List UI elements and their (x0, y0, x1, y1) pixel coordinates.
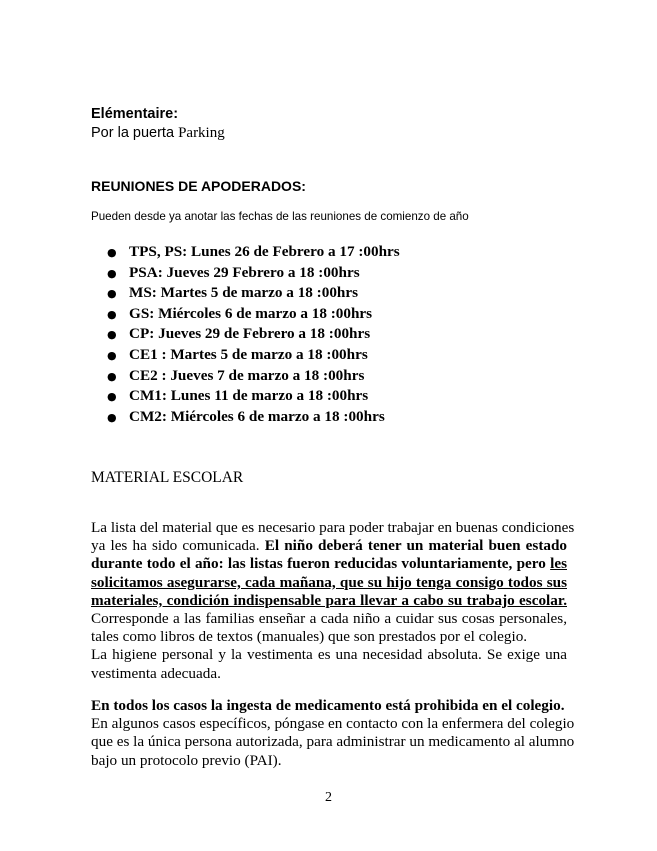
bold-text-run: El niño deberá tener un material buen estado (264, 537, 568, 555)
text-line (91, 555, 567, 573)
text-line: materiales, condición indispensable para llevar a cabo su trabajo escolar. (91, 591, 567, 609)
meeting-item (107, 346, 400, 367)
material-heading: MATERIAL ESCOLAR (91, 469, 244, 486)
text-run: ya les ha sido comunicada. (91, 537, 260, 555)
meeting-item (107, 284, 400, 305)
meeting-text: CE2 : Jueves 7 de marzo a 18 :00hrs (129, 366, 365, 384)
bullet-icon: ● (107, 287, 117, 301)
text-line: La lista del material que es necesario para poder trabajar en buenas condiciones (91, 519, 575, 536)
meeting-item (107, 387, 400, 408)
text-line: En algunos casos específicos, póngase en contacto con la enfermera del colegio (91, 715, 575, 733)
text-line: Corresponde a las familias enseñar a cada niño a cuidar sus cosas personales, (91, 610, 567, 628)
bullet-icon: ● (107, 246, 117, 259)
bullet-icon: ● (107, 307, 117, 321)
material-paragraph-2 (91, 697, 575, 770)
page-number: 2 (325, 790, 332, 805)
meeting-text: TPS, PS: Lunes 26 de Febrero a 17 :00hrs (129, 243, 400, 260)
text-line (91, 537, 567, 555)
meeting-text: CM2: Miércoles 6 de marzo a 18 :00hrs (129, 407, 385, 425)
bullet-icon: ● (107, 410, 117, 424)
bullet-icon: ● (107, 369, 117, 383)
bullet-icon: ● (107, 266, 117, 280)
text-line: que es la única persona autorizada, para administrar un medicamento al alumno (91, 733, 575, 751)
material-paragraph-1 (91, 519, 575, 683)
elementaire-text-parking: Parking (178, 125, 225, 141)
elementaire-heading: Elémentaire: (91, 106, 179, 122)
reuniones-intro: Pueden desde ya anotar las fechas de las reuniones de comienzo de año (91, 210, 469, 223)
meeting-text: PSA: Jueves 29 Febrero a 18 :00hrs (129, 263, 360, 281)
meeting-item (107, 325, 400, 346)
meeting-item (107, 264, 400, 285)
reuniones-heading: REUNIONES DE APODERADOS: (91, 178, 306, 194)
meeting-item (107, 243, 400, 264)
meetings-list (107, 243, 400, 428)
text-line: tales como libros de textos (manuales) que son prestados por el colegio. (91, 628, 528, 646)
elementaire-text (91, 125, 225, 142)
bullet-icon: ● (107, 328, 117, 342)
elementaire-text-prefix: Por la puerta (91, 125, 179, 141)
text-line: vestimenta adecuada. (91, 664, 221, 682)
text-line: La higiene personal y la vestimenta es una necesidad absoluta. Se exige una (91, 646, 567, 664)
meeting-text: GS: Miércoles 6 de marzo a 18 :00hrs (129, 304, 373, 322)
meeting-text: CP: Jueves 29 de Febrero a 18 :00hrs (129, 325, 371, 343)
meeting-text: CM1: Lunes 11 de marzo a 18 :00hrs (129, 387, 369, 405)
text-line: bajo un protocolo previo (PAI). (91, 751, 282, 769)
text-line: solicitamos asegurarse, cada mañana, que su hijo tenga consigo todos sus (91, 573, 567, 591)
meeting-item (107, 305, 400, 326)
meeting-item (107, 367, 400, 388)
bullet-icon: ● (107, 390, 117, 404)
meeting-text: MS: Martes 5 de marzo a 18 :00hrs (129, 284, 359, 302)
bold-text-run: durante todo el año: las listas fueron reducidas voluntariamente, pero (91, 555, 546, 573)
text-line: En todos los casos la ingesta de medicamento está prohibida en el colegio. (91, 697, 565, 714)
meeting-text: CE1 : Martes 5 de marzo a 18 :00hrs (129, 345, 368, 363)
bullet-icon: ● (107, 348, 117, 362)
meeting-item (107, 408, 400, 429)
underlined-text-run: les (550, 555, 568, 573)
